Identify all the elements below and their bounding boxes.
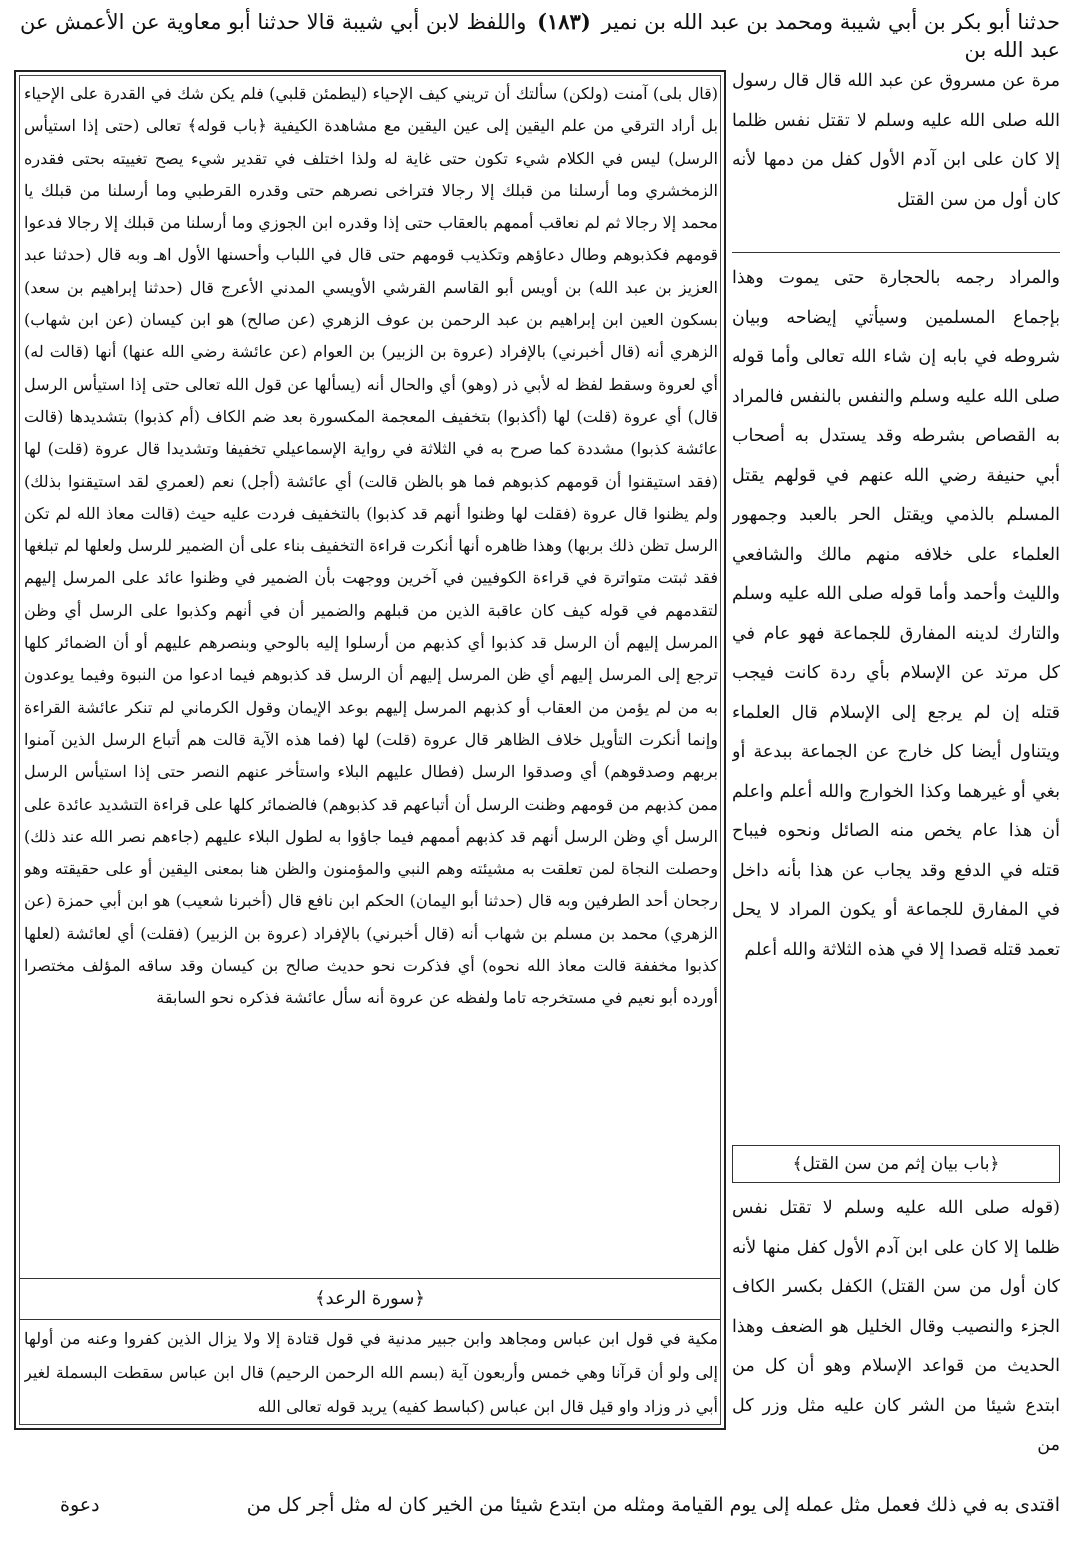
side-hadith-body: مرة عن مسروق عن عبد الله قال قال رسول الله صلى الله عليه وسلم لا تقتل نفس ظلما إلا كان على ابن آدم الأول كفل من دمها لأنه كان أول من سن القتل <box>732 71 1060 210</box>
side-commentary <box>732 259 1060 1139</box>
side-commentary-2 <box>732 1189 1060 1475</box>
surah-intro <box>24 1322 718 1426</box>
side-commentary-2-body: (قوله صلى الله عليه وسلم لا تقتل نفس ظلما إلا كان على ابن آدم الأول كفل منها لأنه كان أول من سن القتل) الكفل بكسر الكاف الجزء والنصيب وقال الخليل هو الضعف وهذا الحديث من قواعد الإسلام وهو أن كل من ابتدع شيئا من الشر كان عليه مثل وزر كل من <box>732 1198 1060 1455</box>
catchword: دعوة <box>60 1494 100 1516</box>
side-column <box>732 62 1060 1482</box>
surah-intro-text: مكية في قول ابن عباس ومجاهد وابن جبير مدنية في قول قتادة إلا ولا يزال الذين كفروا وعنه من أولها إلى ولو أن قرآنا وهي خمس وأربعون آية (بسم الله الرحمن الرحيم) قال ابن عباس سقطت البسملة لغير أبي ذر وزاد واو قيل قال ابن عباس (كباسط كفيه) يريد قوله تعالى الله <box>24 1329 718 1416</box>
surah-heading <box>20 1278 720 1320</box>
header-text-end: واللفظ لابن أبي شيبة قالا حدثنا أبو معاوية عن الأعمش عن عبد الله بن <box>20 10 1060 62</box>
page-number: (١٨٣) <box>537 9 591 34</box>
main-commentary <box>24 78 718 1268</box>
page-footer <box>60 1488 1060 1524</box>
side-hadith-text <box>732 62 1060 253</box>
commentary-paragraph: (قال بلى) آمنت (ولكن) سألتك أن تريني كيف الإحياء (ليطمئن قلبي) فلم يكن شك في القدرة على الإحياء بل أراد الترقي من علم اليقين إلى عين اليقين مع مشاهدة الكيفية ﴿باب قوله﴾ تعالى (حتى إذا استيأس الرسل) ليس في الكلام شيء تكون حتى غاية له ولذا اختلف في تقدير شيء يصح تغييته بحتى فقدره الزمخشري وما أرسلنا من قبلك إلا رجالا فتراخى نصرهم حتى وقدره القرطبي وما أرسلنا من قبلك يا محمد إلا رجالا ثم لم نعاقب أممهم بالعقاب حتى إذا وقدره ابن الجوزي وما أرسلنا من قبلك إلا رجالا فدعوا قومهم فكذبوهم وطال دعاؤهم وتكذيب قومهم حتى قال في اللباب وأحسنها الأول اهـ وبه قال (حدثنا عبد العزيز بن عبد الله) بن أويس أبو القاسم القرشي الأويسي المدني الأعرج قال (حدثنا إبراهيم بن سعد) بسكون العين ابن إبراهيم بن عبد الرحمن بن عوف الزهري (عن صالح) هو ابن كيسان (عن ابن شهاب) الزهري أنه (قال أخبرني) بالإفراد (عروة بن الزبير) بن العوام (عن عائشة رضي الله عنها) أنها (قالت له) أي لعروة وسقط لفظ له لأبي ذر (وهو) أي والحال أنه (يسألها عن قول الله تعالى حتى إذا استيأس الرسل قال) أي عروة (قلت) لها (أكذبوا) بتخفيف المعجمة المكسورة بعد ضم الكاف (أم كذبوا) بتشديدها (قالت عائشة كذبوا) مشددة كما صرح به في الثلاثة في رواية الإسماعيلي تخفيفا وتشديدا قال عروة (قلت) لها (فقد استيقنوا أن قومهم كذبوهم فما هو بالظن قالت) أي عائشة (أجل) نعم (لعمري لقد استيقنوا بذلك) ولم يظنوا قال عروة (فقلت لها وظنوا أنهم قد كذبوا) بالتخفيف فردت عليه حيث (قالت معاذ الله لم تكن الرسل تظن ذلك بربها) وهذا ظاهره أنها أنكرت قراءة التخفيف بناء على أن الضمير للرسل ولعلها لم تبلغها فقد ثبتت متواترة في قراءة الكوفيين في آخرين ووجهت بأن الضمير في وظنوا عائد على المرسل إليهم لتقدمهم في قوله كيف كان عاقبة الذين من قبلهم والضمير أن في أنهم وكذبوا على الرسل أي وظن المرسل إليهم أن الرسل قد كذبوا أي كذبهم من أرسلوا إليه بالوحي وبنصرهم عليهم أو أن الضمائر كلها ترجع إلى المرسل إليهم أي ظن المرسل إليهم أن الرسل قد كذبوهم فيما ادعوا من النبوة وفيما يوعدون به من لم يؤمن من العقاب أو كذبهم المرسل إليهم بوعد الإيمان وقول الكرماني لم تنكر عائشة القراءة وإنما أنكرت التأويل خلاف الظاهر قال عروة (قلت) لها (فما هذه الآية قالت هم أتباع الرسل الذين آمنوا بربهم وصدقوهم) أي وصدقوا الرسل (فطال عليهم البلاء واستأخر عنهم النصر حتى إذا استيأس الرسل ممن كذبهم من قومهم وظنت الرسل أن أتباعهم قد كذبوهم) فالضمائر كلها على قراءة التشديد عائدة على الرسل أي وظن الرسل أنهم قد كذبهم أممهم فيما جاؤوا به لطول البلاء عليهم (جاءهم نصر الله عند ذلك) وحصلت النجاة لمن تعلقت به مشيئته وهم النبي والمؤمنون والظن هنا بمعنى اليقين أو على حقيقته وهو رجحان أحد الطرفين وبه قال (حدثنا أبو اليمان) الحكم ابن نافع قال (أخبرنا شعيب) هو ابن أبي حمزة (عن الزهري) محمد بن مسلم بن شهاب أنه (قال أخبرني) بالإفراد (عروة بن الزبير) (فقلت) أي لعائشة (لعلها كذبوا مخففة قالت معاذ الله نحوه) أي فذكرت نحو حديث صالح بن كيسان وقد ساقه المؤلف مختصرا أورده أبو نعيم في مستخرجه تاما ولفظه عن عروة أنه سأل عائشة فذكره نحو السابقة <box>24 84 718 1008</box>
side-commentary-body: والمراد رجمه بالحجارة حتى يموت وهذا بإجماع المسلمين وسيأتي إيضاحه وبيان شروطه في بابه إن شاء الله تعالى وأما قوله صلى الله عليه وسلم والنفس بالنفس فالمراد به القصاص بشرطه وقد يستدل به أصحاب أبي حنيفة رضي الله عنهم في قولهم يقتل المسلم بالذمي ويقتل الحر بالعبد وجمهور العلماء على خلافه منهم مالك والشافعي والليث وأحمد وأما قوله صلى الله عليه وسلم والتارك لدينه المفارق للجماعة فهو عام في كل مرتد عن الإسلام بأي ردة كانت فيجب قتله إن لم يرجع إلى الإسلام قال العلماء ويتناول أيضا كل خارج عن الجماعة ببدعة أو بغي أو غيرهما وكذا الخوارج والله أعلم واعلم أن هذا عام يخص منه الصائل ونحوه فيباح قتله في الدفع وقد يجاب عن هذا بأنه داخل في المفارق للجماعة أو يكون المراد لا يحل تعمد قتله قصدا إلا في هذه الثلاثة والله أعلم <box>732 268 1060 960</box>
footer-line: اقتدى به في ذلك فعمل مثل عمله إلى يوم القيامة ومثله من ابتدع شيئا من الخير كان له مثل أجر كل من <box>246 1494 1060 1516</box>
side-chapter-title: ﴿باب بيان إثم من سن القتل﴾ <box>792 1154 1000 1174</box>
page-header <box>20 8 1060 64</box>
surah-title: ﴿سورة الرعد﴾ <box>315 1288 425 1309</box>
header-text-start: حدثنا أبو بكر بن أبي شيبة ومحمد بن عبد الله بن نمير <box>601 10 1060 34</box>
side-chapter-heading <box>732 1145 1060 1183</box>
